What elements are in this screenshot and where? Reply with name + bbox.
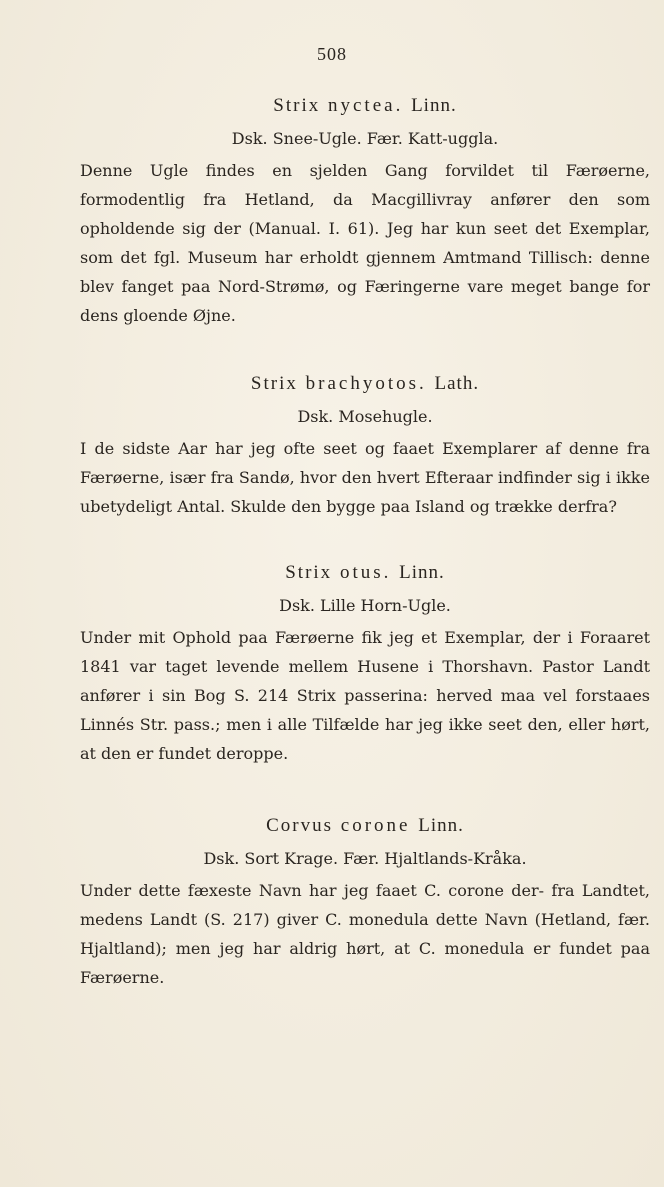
section-spacer (80, 521, 650, 559)
entry-paragraph: I de sidste Aar har jeg ofte seet og faaet Exemplarer af denne fra Færøerne, især fra Sandø, hvor den hvert Efteraar indfinder sig i ikke ubetydeligt Antal. Skulde den bygge paa Island og trække derfra? (80, 439, 650, 516)
section-spacer (80, 330, 650, 370)
genus-name: Strix (250, 373, 298, 394)
page-content (80, 92, 650, 992)
entry-body (80, 434, 650, 521)
vernacular-names: Dsk. Mosehugle. (297, 407, 433, 426)
page-number: 508 (317, 44, 347, 64)
vernacular-names: Dsk. Lille Horn-Ugle. (279, 596, 451, 615)
author-abbrev: Lath. (434, 373, 480, 394)
entry-strix-otus (80, 559, 650, 768)
entry-paragraph: Denne Ugle findes en sjelden Gang forvildet til Færøerne, formodentlig fra Hetland, da Macgillivray anfører den som opholdende sig der (Manual. I. 61). Jeg har kun seet det Exemplar, som det fgl. Museum har erholdt gjennem Amtmand Tillisch: denne blev fanget paa Nord-Strømø, og Færingerne vare meget bange for dens gloende Øjne. (80, 161, 650, 325)
vernacular-names: Dsk. Sort Krage. Fær. Hjaltlands-Kråka. (203, 849, 527, 868)
genus-name: Corvus (266, 815, 334, 836)
entry-body (80, 876, 650, 992)
author-abbrev: Linn. (399, 562, 445, 583)
entry-corvus-corone (80, 812, 650, 992)
species-epithet: otus. (339, 562, 392, 583)
section-spacer (80, 768, 650, 812)
entry-strix-brachyotos (80, 370, 650, 521)
entry-paragraph: Under mit Ophold paa Færøerne fik jeg et Exemplar, der i Foraaret 1841 var taget levende mellem Husene i Thorshavn. Pastor Landt anfører i sin Bog S. 214 Strix passerina: herved maa vel forstaaes Linnés Str. pass.; men i alle Tilfælde har jeg ikke seet den, eller hørt, at den er fundet deroppe. (80, 628, 650, 763)
author-abbrev: Linn. (418, 815, 464, 836)
vernacular-names: Dsk. Snee-Ugle. Fær. Katt-uggla. (231, 129, 499, 148)
genus-name: Strix (285, 562, 333, 583)
entry-paragraph: Under dette fæxeste Navn har jeg faaet C. corone der- fra Landtet, medens Landt (S. 217) giver C. monedula dette Navn (Hetland, fær. Hjaltland); men jeg har aldrig hørt, at C. monedula er fundet paa Færøerne. (80, 881, 650, 987)
entry-body (80, 156, 650, 330)
species-heading (80, 812, 650, 840)
species-epithet: nyctea. (327, 95, 404, 116)
species-epithet: corone (340, 815, 411, 836)
species-epithet: brachyotos. (305, 373, 427, 394)
entry-strix-nyctea (80, 92, 650, 330)
entry-body (80, 623, 650, 768)
species-heading (80, 370, 650, 398)
author-abbrev: Linn. (411, 95, 457, 116)
species-heading (80, 559, 650, 587)
genus-name: Strix (273, 95, 321, 116)
species-heading (80, 92, 650, 120)
